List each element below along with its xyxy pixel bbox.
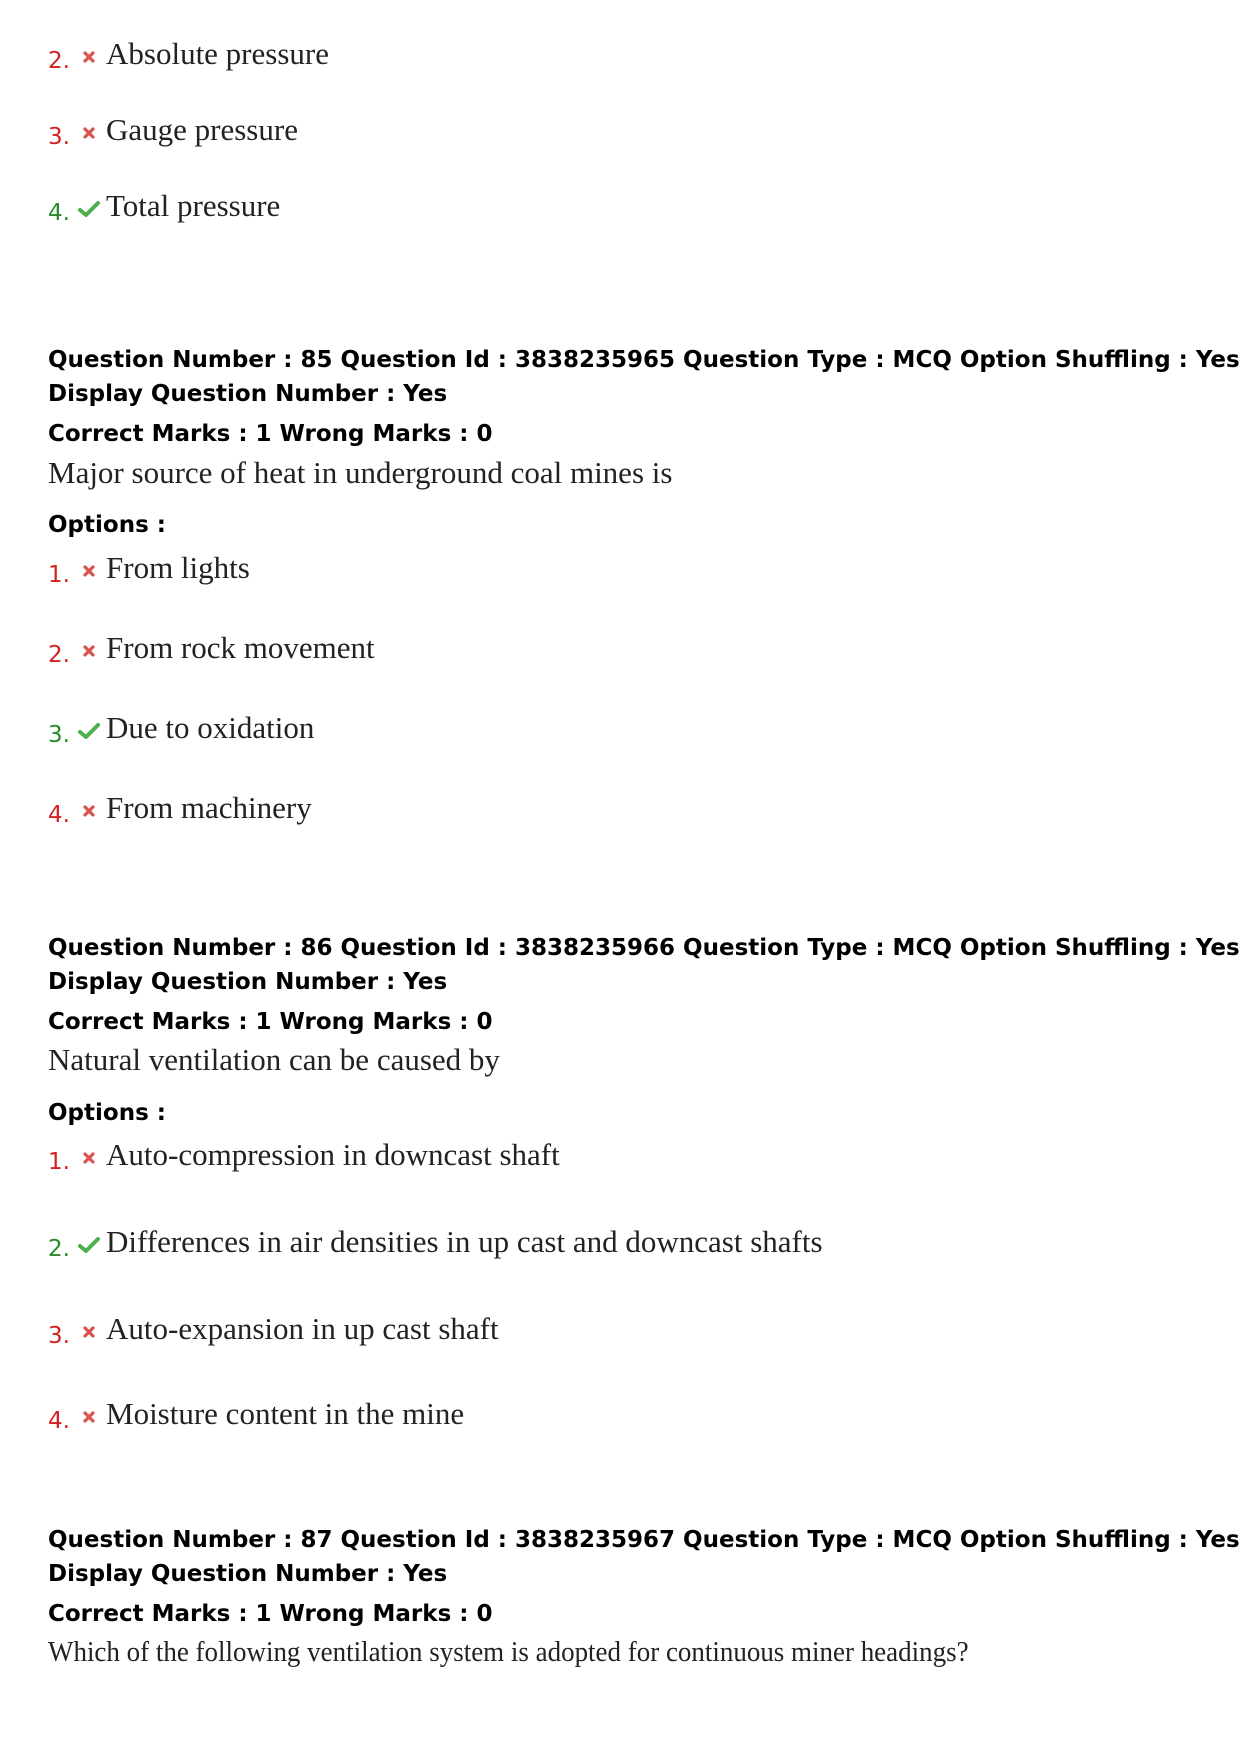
question-marks: Correct Marks : 1 Wrong Marks : 0 [48,421,493,447]
option-number: 4. [48,802,70,828]
options-label: Options : [48,1100,166,1126]
check-icon [76,722,102,740]
option-row [48,788,312,828]
cross-icon [76,1325,102,1339]
option-text: From rock movement [106,630,375,665]
option-text: Moisture content in the mine [106,1396,465,1431]
question-marks: Correct Marks : 1 Wrong Marks : 0 [48,1009,493,1035]
option-row [48,708,314,748]
option-row [48,1394,464,1434]
option-text: Gauge pressure [106,112,298,147]
option-text: Due to oxidation [106,710,315,745]
cross-icon [76,1151,102,1165]
option-number: 3. [48,722,70,748]
option-text: Absolute pressure [106,36,329,71]
display-question-number: Display Question Number : Yes [48,1561,448,1587]
display-question-number: Display Question Number : Yes [48,381,448,407]
option-row [48,628,375,668]
question-header: Question Number : 85 Question Id : 3838235965 Question Type : MCQ Option Shuffling : Yes [48,347,1240,373]
option-text: Auto-compression in downcast shaft [106,1137,560,1172]
option-row [48,110,298,150]
question-marks: Correct Marks : 1 Wrong Marks : 0 [48,1601,493,1627]
cross-icon [76,1410,102,1424]
display-question-number: Display Question Number : Yes [48,969,448,995]
cross-icon [76,804,102,818]
option-row [48,1309,499,1349]
option-row [48,186,280,226]
option-number: 2. [48,48,70,74]
option-number: 3. [48,124,70,150]
option-number: 2. [48,642,70,668]
option-text: From machinery [106,790,312,825]
cross-icon [76,644,102,658]
question-text: Major source of heat in underground coal mines is [48,455,673,490]
option-text: From lights [106,550,250,585]
cross-icon [76,50,102,64]
question-text: Natural ventilation can be caused by [48,1042,500,1077]
question-text: Which of the following ventilation system is adopted for continuous miner headings? [48,1636,969,1668]
option-number: 3. [48,1323,70,1349]
option-row [48,548,250,588]
option-text: Differences in air densities in up cast and downcast shafts [106,1224,823,1259]
cross-icon [76,126,102,140]
option-number: 1. [48,562,70,588]
options-label: Options : [48,512,166,538]
question-header: Question Number : 87 Question Id : 3838235967 Question Type : MCQ Option Shuffling : Yes [48,1527,1240,1553]
option-text: Total pressure [106,188,281,223]
option-text: Auto-expansion in up cast shaft [106,1311,499,1346]
option-row [48,34,329,74]
option-row [48,1135,560,1175]
option-number: 1. [48,1149,70,1175]
check-icon [76,1236,102,1254]
check-icon [76,200,102,218]
cross-icon [76,564,102,578]
option-number: 4. [48,1408,70,1434]
option-number: 4. [48,200,70,226]
option-number: 2. [48,1236,70,1262]
question-header: Question Number : 86 Question Id : 3838235966 Question Type : MCQ Option Shuffling : Yes [48,935,1240,961]
option-row [48,1222,823,1262]
